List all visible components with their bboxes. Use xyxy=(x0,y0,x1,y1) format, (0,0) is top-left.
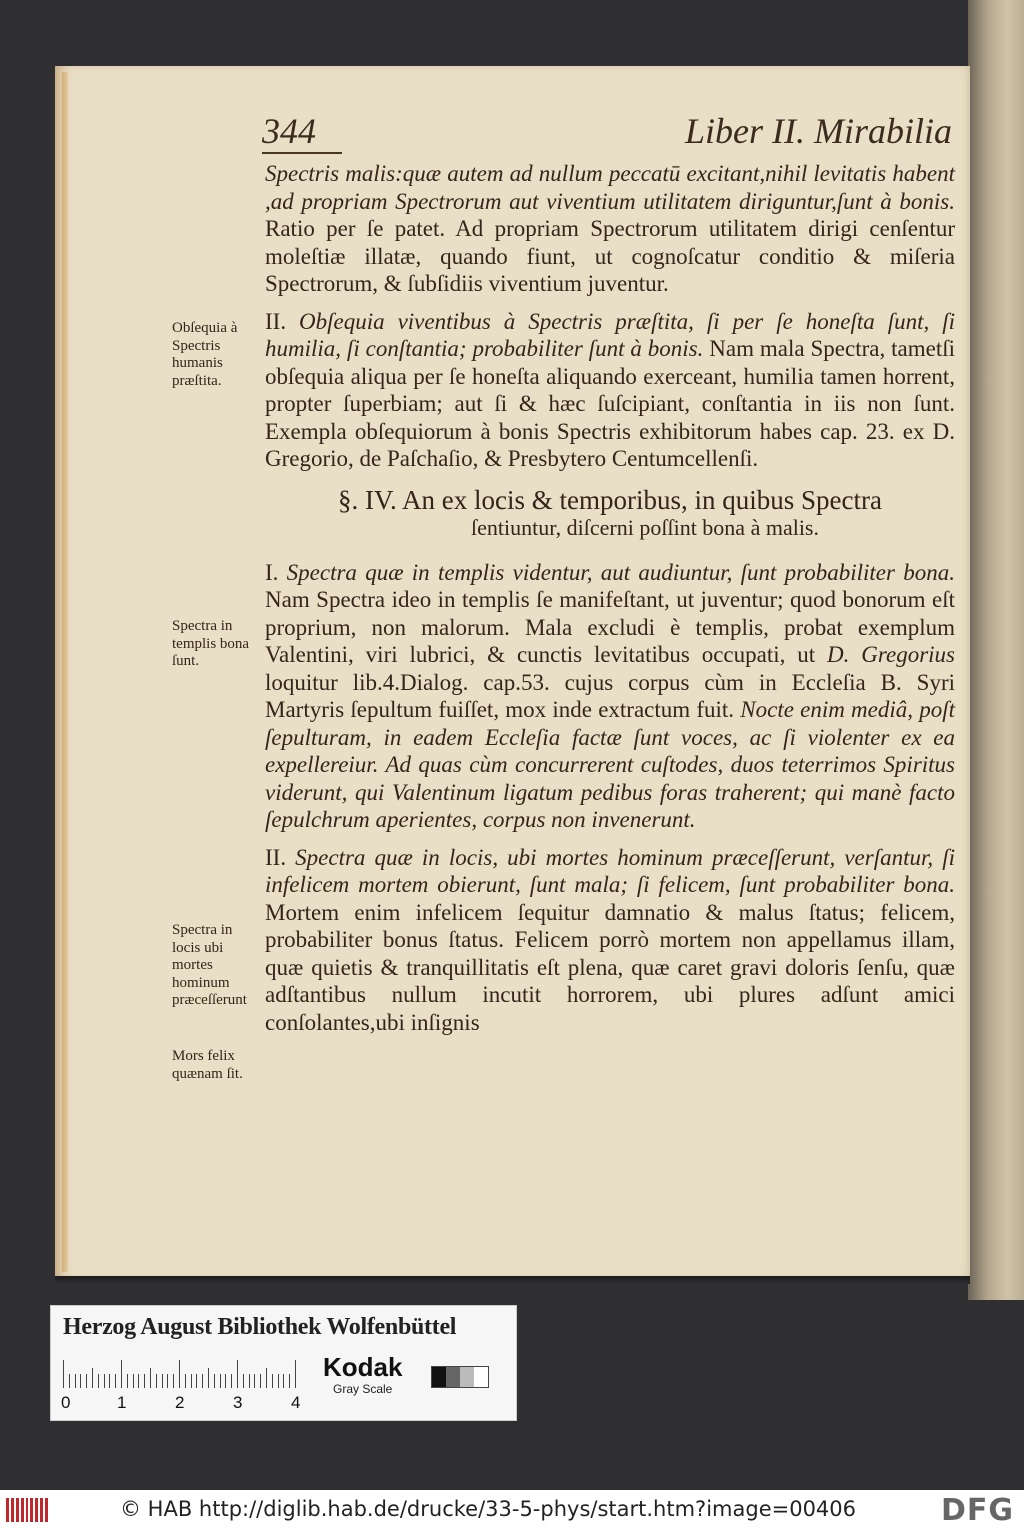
kodak-logo: Kodak xyxy=(323,1352,403,1382)
paragraphs-top xyxy=(265,160,955,473)
italic-text: Spectra quæ in locis, ubi mortes hominum præceſſerunt, verſantur, ſi infelicem mortem obierunt, ſunt mala; ſi felicem, ſunt probabiliter bona. xyxy=(265,844,956,897)
ruler-tick xyxy=(260,1374,261,1388)
running-head: Liber II. Mirabilia xyxy=(685,111,952,151)
ruler-tick xyxy=(254,1374,255,1388)
section-title-line1: An ex locis & temporibus, in quibus Spectra xyxy=(402,484,882,515)
marginal-note-3: Spectra in locis ubi mortes hominum præceſſerunt xyxy=(172,922,247,1008)
ruler-tick xyxy=(127,1374,128,1388)
paragraphs-bottom xyxy=(265,559,955,1037)
library-name: Herzog August Bibliothek Wolfenbüttel xyxy=(63,1314,457,1340)
ruler-tick xyxy=(249,1374,250,1388)
page-header xyxy=(262,110,952,160)
ruler-number: 2 xyxy=(175,1393,185,1412)
paragraph xyxy=(265,844,955,1037)
ruler-tick xyxy=(173,1374,174,1388)
ruler-tick xyxy=(167,1374,168,1388)
ruler-tick xyxy=(144,1374,145,1388)
hab-logo-icon xyxy=(6,1498,48,1522)
marginal-note-1: Obſequia à Spectris humanis præſtita. xyxy=(172,320,238,389)
ruler-number: 3 xyxy=(233,1393,243,1412)
roman-text: I. xyxy=(265,559,287,585)
roman-text: Nam Spectra ideo in templis ſe manifeſtant, ut juventur; quod bonorum eſt proprium, non malorum. Mala excludi è templis, probat exemplum Valentini, viri lubrici, & cunctis levitatibus occupati, ut xyxy=(265,587,955,667)
ruler-number: 0 xyxy=(61,1393,71,1412)
italic-text: Spectra quæ in templis videntur, aut audiuntur, ſunt probabiliter bona. xyxy=(286,559,955,585)
roman-text: loquitur lib.4.Dialog. cap.53. cujus corpus cùm in Eccleſia B. Syri Martyris ſepultum fuiſſet, mox inde extractum fuit. xyxy=(265,669,955,722)
ruler-tick xyxy=(75,1374,76,1388)
page-shadow xyxy=(55,1276,970,1284)
italic-text: Obſequia viventibus à Spectris præſtita, ſi per ſe honeſta ſunt, ſi humilia, ſi conſtantia; probabiliter ſunt à bonis. xyxy=(265,308,955,361)
ruler-tick xyxy=(208,1368,209,1388)
page-number-rule xyxy=(262,152,342,154)
ruler-tick xyxy=(133,1374,134,1388)
paragraph xyxy=(265,160,955,298)
ruler-tick xyxy=(220,1374,221,1388)
main-text xyxy=(265,160,955,1036)
ruler-tick xyxy=(283,1374,284,1388)
italic-text: Nocte enim mediâ, poſt ſepulturam, in eadem Eccleſia factæ ſunt voces, ac ſi violenter ex ea expellereiur. Ad quas cùm concurrerent cuſtodes, duos teterrimos Spiritus viderunt, qui Valentinum ligatum pedibus foras traherent; qui manè facto ſepulchrum aperientes, corpus non invenerunt. xyxy=(265,697,955,832)
facing-page-edge xyxy=(968,0,1024,1300)
gray-swatches xyxy=(431,1366,489,1388)
footer-bar xyxy=(0,1490,1024,1530)
ruler-tick xyxy=(80,1374,81,1388)
ruler-number: 4 xyxy=(291,1393,301,1412)
ruler-tick xyxy=(237,1360,238,1388)
ruler-tick xyxy=(202,1374,203,1388)
roman-text: Mortem enim infelicem ſequitur damnatio & malus ſtatus; felicem, probabiliter bonus ſtatus. Felicem porrò mortem non appellamus illam, quæ quietis & tranquillitatis eſt plena, quæ caret gravi doloris ſenſu, quæ adſtantibus nullum incutit horrorem, ubi plures adſunt amici conſolantes,ubi inſignis xyxy=(265,899,955,1035)
roman-text: Ratio per ſe patet. Ad propriam Spectrorum utilitatem dirigi cenſentur moleſtiæ illatæ, quando fiunt, ut cognoſcatur conditio & miſeria Spectrorum, & ſubſidiis viventium juventur. xyxy=(265,216,955,296)
ruler-tick xyxy=(231,1374,232,1388)
roman-text: II. xyxy=(265,844,296,870)
page-number: 344 xyxy=(262,111,316,151)
paragraph-gap xyxy=(265,834,955,844)
section-heading xyxy=(265,485,955,541)
paragraph xyxy=(265,559,955,834)
ruler-tick xyxy=(179,1360,180,1388)
ruler-tick xyxy=(86,1374,87,1388)
citation-link[interactable]: © HAB http://diglib.hab.de/drucke/33-5-phys/start.htm?image=00406 xyxy=(120,1497,857,1521)
section-number: §. IV. xyxy=(338,484,397,515)
ruler-tick xyxy=(278,1374,279,1388)
ruler-tick xyxy=(295,1360,296,1388)
ruler-tick xyxy=(196,1374,197,1388)
ruler-tick xyxy=(121,1360,122,1388)
gray-scale-label: Gray Scale xyxy=(333,1382,393,1396)
paragraph-gap xyxy=(265,298,955,308)
roman-text: Nam mala Spectra, tametſi obſequia aliqua per ſe honeſta aliquando exerceant, humilia tamen horrent, propter ſuperbiam; aut ſi & hæc ſuſcipiant, conſtantia in iis non ſunt. Exempla obſequiorum à bonis Spectris exhibitorum habes cap. 23. ex D. Gregorio, de Paſchaſio, & Presbytero Centumcellenſi. xyxy=(265,336,955,471)
ruler xyxy=(63,1358,323,1398)
ruler-tick xyxy=(104,1374,105,1388)
ruler-tick xyxy=(266,1368,267,1388)
section-title-line2: ſentiuntur, diſcerni poſſint bona à malis. xyxy=(471,514,819,540)
ruler-tick xyxy=(191,1374,192,1388)
ruler-tick xyxy=(185,1374,186,1388)
marginal-note-4: Mors felix quænam ſit. xyxy=(172,1048,243,1082)
ruler-tick xyxy=(63,1360,64,1388)
ruler-tick xyxy=(162,1374,163,1388)
ruler-tick xyxy=(289,1374,290,1388)
ruler-tick xyxy=(156,1374,157,1388)
ruler-number: 1 xyxy=(117,1393,127,1412)
ruler-tick xyxy=(150,1368,151,1388)
ruler-tick xyxy=(92,1368,93,1388)
italic-text: Spectris malis:quæ autem ad nullum peccatū excitant,nihil levitatis habent ,ad propriam Spectrorum aut viventium utilitatem diriguntur,ſunt à bonis. xyxy=(265,161,955,214)
ruler-tick xyxy=(98,1374,99,1388)
dfg-logo: DFG xyxy=(940,1493,1014,1528)
color-reference-strip xyxy=(50,1305,517,1421)
ruler-tick xyxy=(138,1374,139,1388)
page-gutter xyxy=(62,72,68,1272)
ruler-tick xyxy=(225,1374,226,1388)
ruler-tick xyxy=(243,1374,244,1388)
roman-text: II. xyxy=(265,308,300,334)
ruler-tick xyxy=(69,1374,70,1388)
ruler-tick xyxy=(214,1374,215,1388)
marginal-note-2: Spectra in templis bona ſunt. xyxy=(172,618,250,669)
paragraph xyxy=(265,308,955,473)
italic-text: D. Gregorius xyxy=(827,642,955,667)
ruler-tick xyxy=(115,1374,116,1388)
ruler-tick xyxy=(109,1374,110,1388)
ruler-tick xyxy=(272,1374,273,1388)
